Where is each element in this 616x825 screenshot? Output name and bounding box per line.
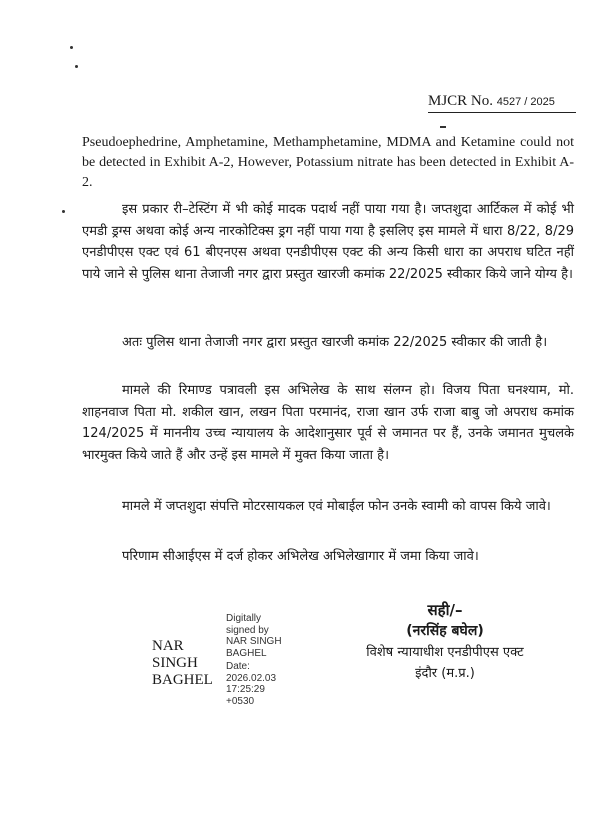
sig-line: NAR SINGH xyxy=(226,636,282,647)
case-number-underline xyxy=(428,112,576,113)
sig-line: 17:25:29 xyxy=(226,684,265,695)
scan-speck xyxy=(70,46,73,49)
sig-line: Date: xyxy=(226,661,250,672)
sig-line: BAGHEL xyxy=(226,647,267,659)
court-place: इंदौर (म.प्र.) xyxy=(415,666,475,681)
scan-speck xyxy=(62,210,65,213)
digital-signer-name: NAR SINGH BAGHEL xyxy=(152,638,213,688)
paragraph-acceptance: अतः पुलिस थाना तेजाजी नगर द्वारा प्रस्तुत खारजी कमांक 22/2025 स्वीकार की जाती है। xyxy=(122,335,548,350)
sig-line: signed by xyxy=(226,624,269,636)
digital-signature-details xyxy=(226,613,306,707)
case-number-value: 4527 / 2025 xyxy=(496,96,555,108)
case-number-prefix: MJCR No. xyxy=(428,93,494,109)
paragraph-retest-finding: इस प्रकार री–टेस्टिंग में भी कोई मादक पदार्थ नहीं पाया गया है। जप्तशुदा आर्टिकल में कोई भी एमडी ड्रग्स अथवा कोई अन्य नारकोटिक्स ड्रग नहीं पाया गया है इसलिए इस मामले में धारा 8/22, 8/29 एनडीपीएस एक्ट एवं 61 बीएनएस अथवा एनडीपीएस एक्ट की अन्य किसी धारा का अपराध घटित नहीं पाये जाने से पुलिस थाना तेजाजी नगर द्वारा प्रस्तुत खारजी कमांक 22/2025 स्वीकार किये जाने योग्य है। xyxy=(82,202,574,282)
signed-mark: सही/– xyxy=(427,601,463,619)
sig-line: 2026.02.03 xyxy=(226,672,277,684)
judge-name: (नरसिंह बघेल) xyxy=(406,623,484,639)
sig-line: Digitally xyxy=(226,613,262,624)
judge-signature-block xyxy=(330,600,560,684)
paragraph-release: मामले की रिमाण्ड पत्रावली इस अभिलेख के साथ संलग्न हो। विजय पिता घनश्याम, मो. शाहनवाज पिता मो. शकील खान, लखन पिता परमानंद, राजा खान उर्फ राजा बाबु जो अपराध कमांक 124/2025 में माननीय उच्च न्यायालय के आदेशानुसार पूर्व से जमानत पर हैं, उनके जमानत मुचलके भारमुक्त किये जाते हैं और उन्हें इस मामले में मुक्त किया जाता है। xyxy=(82,383,574,463)
paragraph-record-deposit: परिणाम सीआईएस में दर्ज होकर अभिलेख अभिलेखागार में जमा किया जावे। xyxy=(122,549,479,564)
sig-line: +0530 xyxy=(226,695,255,707)
paragraph-property-return: मामले में जप्तशुदा संपत्ति मोटरसायकल एवं मोबाईल फोन उनके स्वामी को वापस किये जावे। xyxy=(122,499,551,514)
scan-mark xyxy=(440,126,446,128)
judge-designation: विशेष न्यायाधीश एनडीपीएस एक्ट xyxy=(366,645,524,660)
scan-speck xyxy=(75,65,78,68)
case-number xyxy=(428,93,555,110)
paragraph-lab-result: Pseudoephedrine, Amphetamine, Methamphetamine, MDMA and Ketamine could not be detected in Exhibit A-2, However, Potassium nitrate has been detected in Exhibit A-2. xyxy=(82,135,574,190)
